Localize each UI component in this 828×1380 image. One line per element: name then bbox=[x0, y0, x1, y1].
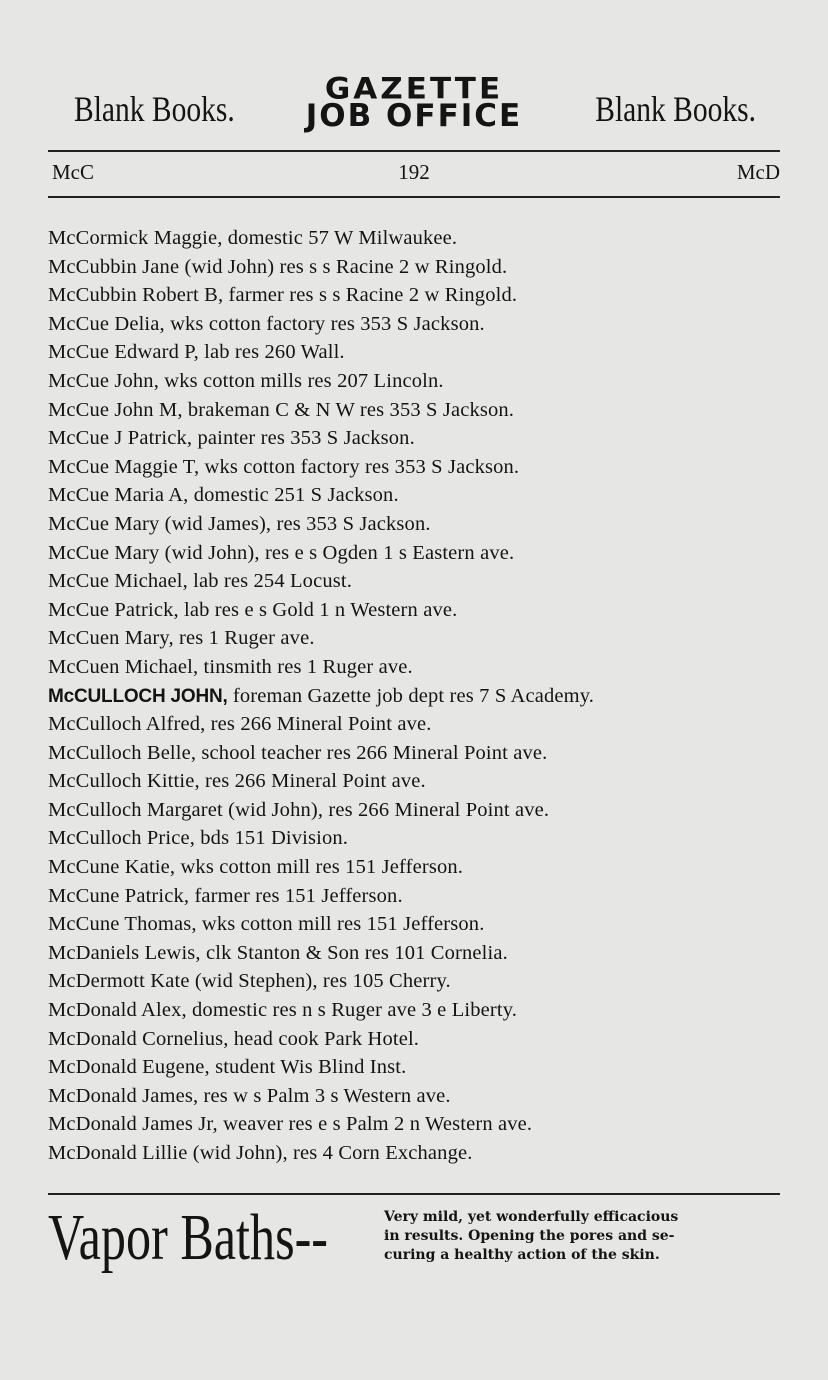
directory-entry: McCune Katie, wks cotton mill res 151 Jefferson. bbox=[48, 856, 464, 879]
directory-entry: McCue Patrick, lab res e s Gold 1 n Western ave. bbox=[48, 598, 458, 621]
directory-entry: McCune Patrick, farmer res 151 Jefferson. bbox=[48, 884, 403, 907]
running-head-right: McD bbox=[736, 160, 780, 184]
page-number: 192 bbox=[398, 160, 430, 184]
header-divider-bottom bbox=[48, 196, 780, 198]
footer-ad-line1: Very mild, yet wonderfully efficacious bbox=[384, 1209, 679, 1225]
footer-advertisement bbox=[48, 1198, 788, 1278]
directory-entry: McCue John M, brakeman C & N W res 353 S Jackson. bbox=[48, 398, 515, 421]
directory-entry: McDonald James Jr, weaver res e s Palm 2 n Western ave. bbox=[48, 1113, 533, 1136]
directory-entry: McCubbin Robert B, farmer res s s Racine 2 w Ringold. bbox=[48, 284, 518, 307]
directory-entry: McCue John, wks cotton mills res 207 Lincoln. bbox=[48, 369, 444, 392]
directory-entry: McCulloch Alfred, res 266 Mineral Point ave. bbox=[48, 713, 432, 736]
footer-ad-line3: curing a healthy action of the skin. bbox=[384, 1247, 660, 1263]
directory-entry: McCue Edward P, lab res 260 Wall. bbox=[48, 341, 345, 364]
directory-entry: McCue Delia, wks cotton factory res 353 S Jackson. bbox=[48, 312, 485, 335]
directory-entry: McDonald Eugene, student Wis Blind Inst. bbox=[48, 1056, 407, 1079]
entry-details: foreman Gazette job dept res 7 S Academy. bbox=[227, 684, 595, 707]
directory-entry: McCulloch Belle, school teacher res 266 Mineral Point ave. bbox=[48, 741, 548, 764]
footer-ad-copy bbox=[384, 1208, 784, 1265]
directory-entry: McCuen Mary, res 1 Ruger ave. bbox=[48, 627, 315, 650]
directory-entry: McCue Michael, lab res 254 Locust. bbox=[48, 570, 352, 593]
directory-entry bbox=[48, 682, 788, 711]
footer-ad-headline: Vapor Baths-- bbox=[48, 1201, 329, 1274]
running-head bbox=[48, 160, 780, 190]
directory-entry: McCulloch Price, bds 151 Division. bbox=[48, 827, 349, 850]
directory-entry: McCormick Maggie, domestic 57 W Milwaukee. bbox=[48, 227, 458, 249]
header-ad-center bbox=[264, 71, 564, 142]
directory-entry: McCubbin Jane (wid John) res s s Racine 2 w Ringold. bbox=[48, 255, 508, 278]
directory-entry: McCulloch Kittie, res 266 Mineral Point ave. bbox=[48, 770, 426, 793]
directory-entry: McDonald James, res w s Palm 3 s Western ave. bbox=[48, 1084, 451, 1107]
running-head-left: McC bbox=[52, 160, 94, 184]
directory-entry: McCune Thomas, wks cotton mill res 151 Jefferson. bbox=[48, 913, 485, 936]
entry-name-bold: McCULLOCH JOHN, bbox=[48, 685, 228, 707]
header-ad-center-line1: GAZETTE bbox=[324, 71, 504, 107]
directory-entry: McCue Mary (wid John), res e s Ogden 1 s Eastern ave. bbox=[48, 541, 515, 564]
directory-entry: McDonald Alex, domestic res n s Ruger ave 3 e Liberty. bbox=[48, 999, 518, 1022]
header-divider-top bbox=[48, 150, 780, 152]
directory-entry: McDonald Lillie (wid John), res 4 Corn Exchange. bbox=[48, 1142, 473, 1164]
directory-entry: McDaniels Lewis, clk Stanton & Son res 101 Cornelia. bbox=[48, 941, 508, 964]
directory-entry: McCulloch Margaret (wid John), res 266 Mineral Point ave. bbox=[48, 798, 550, 821]
directory-entry: McDonald Cornelius, head cook Park Hotel. bbox=[48, 1027, 420, 1050]
directory-entry: McCuen Michael, tinsmith res 1 Ruger ave. bbox=[48, 655, 413, 678]
header-ad-left: Blank Books. bbox=[74, 89, 235, 129]
directory-entry: McCue Mary (wid James), res 353 S Jackson. bbox=[48, 512, 431, 535]
directory-entry: McDermott Kate (wid Stephen), res 105 Cherry. bbox=[48, 970, 451, 993]
directory-entry: McCue Maria A, domestic 251 S Jackson. bbox=[48, 484, 399, 507]
directory-entries bbox=[48, 224, 788, 1168]
footer-ad-line2: in results. Opening the pores and se- bbox=[384, 1228, 675, 1244]
header-advertisement bbox=[48, 71, 780, 142]
header-ad-right: Blank Books. bbox=[595, 89, 756, 129]
directory-entry: McCue Maggie T, wks cotton factory res 353 S Jackson. bbox=[48, 455, 520, 478]
footer-divider bbox=[48, 1193, 780, 1195]
header-ad-center-line2: JOB OFFICE bbox=[305, 98, 523, 134]
directory-entry: McCue J Patrick, painter res 353 S Jackson. bbox=[48, 427, 415, 450]
